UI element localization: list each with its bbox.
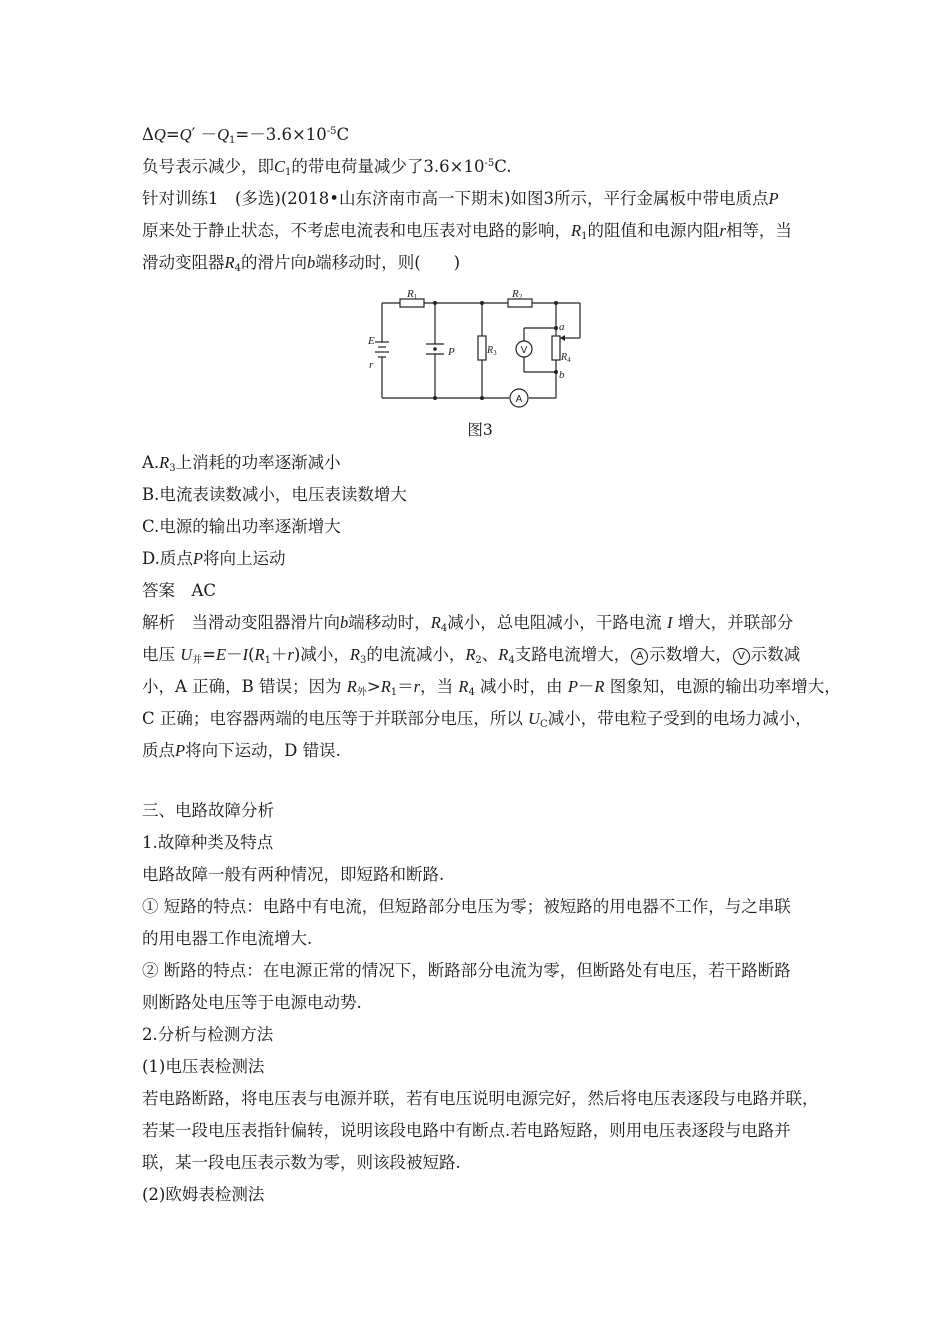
ammeter-symbol: A [515,394,523,405]
label-p: P [448,346,455,358]
option-d: D.质点P将向上运动 [142,549,286,568]
paragraph-voltmeter-1: 若电路断路，将电压表与电源并联，若有电压说明电源完好，然后将电压表逐段与电路并联， [142,1089,819,1108]
subheading-voltmeter-method: (1)电压表检测法 [142,1057,265,1076]
subheading-ohmmeter-method: (2)欧姆表检测法 [142,1185,265,1204]
analysis-line4: C 正确；电容器两端的电压等于并联部分电压，所以 $U_C$减小，带电粒子受到的电场力减小， [142,709,812,730]
section-heading: 三、电路故障分析 [142,801,274,820]
analysis-line2: 电压 $U_并=E-I(R_1+r)$减小，$R_3$的电流减小，$R_2$、$R_4$支路电流增大， A 示数增大， V 示数减 [142,645,801,666]
equation-delta-q: $\Delta Q=Q' -Q_1=-3.6\times 10^{-5}C$ [142,125,350,146]
paragraph-short-circuit-1: ① 短路的特点：电路中有电流，但短路部分电压为零；被短路的用电器不工作，与之串联 [142,897,791,916]
paragraph-open-circuit-2: 则断路处电压等于电源电动势. [142,993,362,1012]
analysis-line3: 小，A 正确，B 错误；因为 $R_外>R_1=r$，当 $R_4$ 减小时，由 P－R 图象知，电源的输出功率增大， [142,677,841,698]
label-b: b [559,369,565,381]
label-r: r [369,359,374,371]
label-r3: $R_3$ [487,345,497,357]
voltmeter-icon: V [733,648,750,665]
figure-caption: 图3 [467,421,493,439]
label-e: E [368,335,375,347]
label-r4: $R_4$ [561,352,571,364]
paragraph-open-circuit-1: ② 断路的特点：在电源正常的情况下，断路部分电流为零，但断路处有电压，若干路断路 [142,961,791,980]
paragraph-voltmeter-3: 联，某一段电压表示数为零，则该段被短路. [142,1153,461,1172]
paragraph-fault-types: 电路故障一般有两种情况，即短路和断路. [142,865,445,884]
option-a: $A.R_3$上消耗的功率逐渐减小 [142,453,341,474]
analysis-line5: 质点P将向下运动，D 错误. [142,741,341,760]
paragraph-short-circuit-2: 的用电器工作电流增大. [142,929,313,948]
answer-line: 答案 AC [142,581,217,600]
label-r2: R2 [512,288,523,301]
subheading-2: 2.分析与检测方法 [142,1025,274,1044]
option-b: B.电流表读数减小，电压表读数增大 [142,485,407,504]
exercise-stem-line2: 原来处于静止状态，不考虑电流表和电压表对电路的影响，$R_1$的阻值和电源内阻r相等，当 [142,221,792,242]
circuit-diagram [362,288,594,408]
ammeter-icon: A [631,648,648,665]
option-c: C.电源的输出功率逐渐增大 [142,517,341,536]
exercise-stem-line1: 针对训练1 (多选)(2018•山东济南市高一下期末)如图3所示，平行金属板中带电质点P [142,189,779,208]
analysis-line1: 解析 当滑动变阻器滑片向b端移动时，$R_4$减小，总电阻减小，干路电流 I 增大，并联部分 [142,613,794,634]
negative-sign-note: 负号表示减少，即$C_1$的带电荷量减少了$3.6\times 10^{-5}C$. [142,157,512,178]
label-a: a [559,321,565,333]
exercise-stem-line3: 滑动变阻器$R_4$的滑片向b端移动时，则( ) [142,253,461,274]
label-r1: R1 [407,288,418,301]
voltmeter-symbol: V [520,345,528,356]
subheading-1: 1.故障种类及特点 [142,833,274,852]
paragraph-voltmeter-2: 若某一段电压表指针偏转，说明该段电路中有断点.若电路短路，则用电压表逐段与电路并 [142,1121,791,1140]
